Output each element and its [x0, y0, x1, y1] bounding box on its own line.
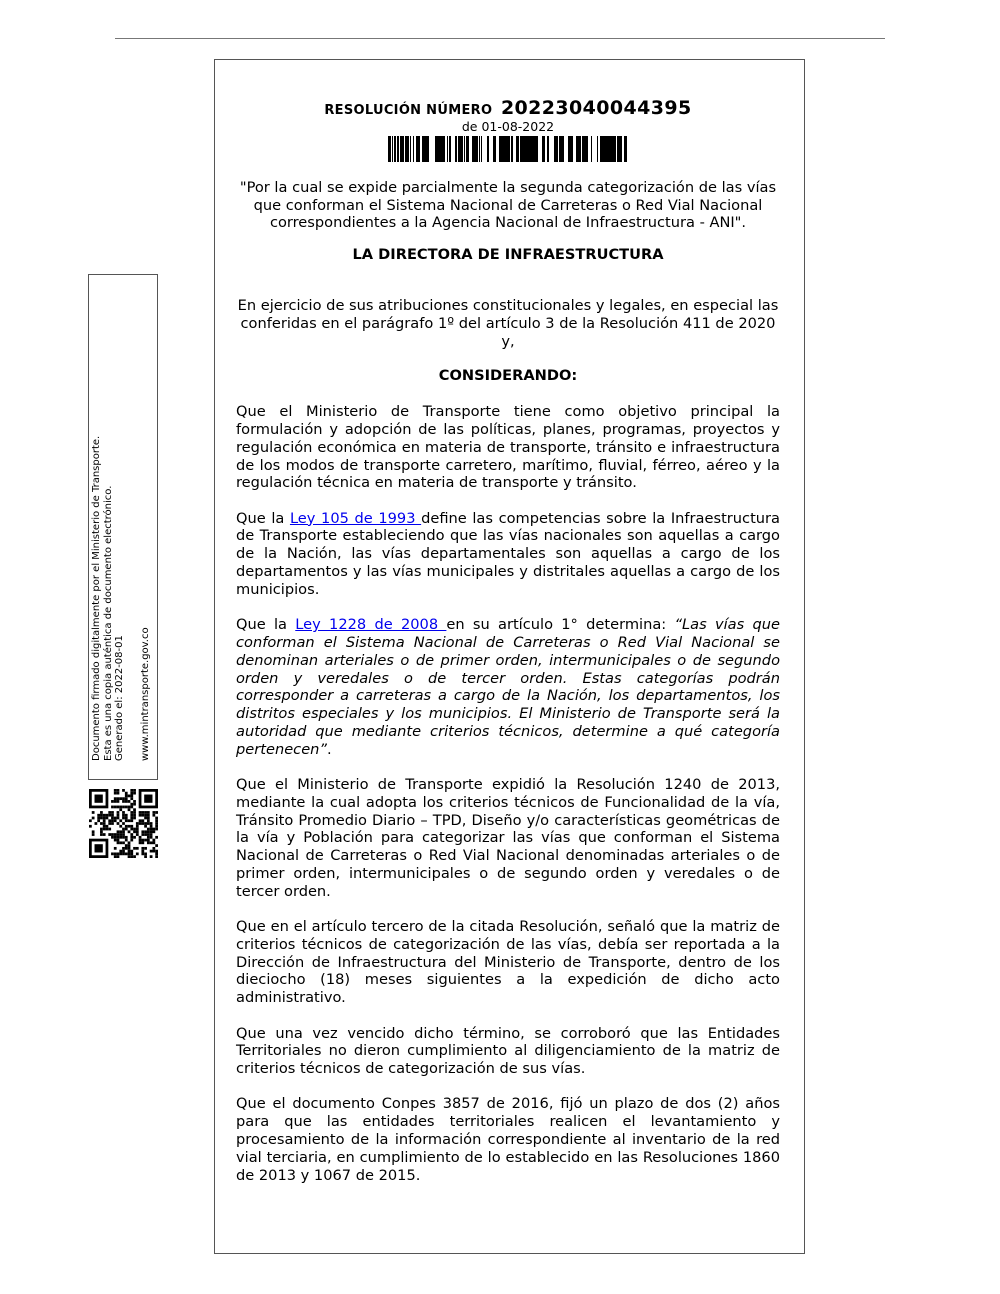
paragraph-7: Que el documento Conpes 3857 de 2016, fijó un plazo de dos (2) años para que las entidades territoriales realicen el levantamiento y procesamiento de la información correspondiente al inventario de la red vial terciaria, en cumplimiento de lo establecido en las Resoluciones 1860 de 2013 y 1067 de 2015.: [236, 1095, 780, 1184]
document-body: [236, 97, 780, 1184]
resolution-header: [236, 97, 780, 120]
qr-code-icon: [89, 789, 158, 862]
signature-line-2: Esta es una copia auténtica de documento electrónico.: [102, 485, 114, 761]
resolution-label: RESOLUCIÓN NÚMERO: [324, 103, 493, 118]
paragraph-1: Que el Ministerio de Transporte tiene como objetivo principal la formulación y adopción de las políticas, planes, programas, proyectos y regulación económica en materia de transporte, tránsito e infraestructura de los modos de transporte carretero, marítimo, fluvial, férreo, aéreo y la regulación técnica en materia de transporte y tránsito.: [236, 403, 780, 492]
digital-signature-note: [88, 274, 158, 780]
paragraph-6: Que una vez vencido dicho término, se corroboró que las Entidades Territoriales no dieron cumplimiento al diligenciamiento de la matriz de criterios técnicos de categorización de sus vías.: [236, 1024, 780, 1078]
resolution-title: "Por la cual se expide parcialmente la segunda categorización de las vías que conforman el Sistema Nacional de Carreteras o Red Vial Nacional correspondientes a la Agencia Nacional de Infraestructura - ANI".: [239, 178, 777, 232]
paragraph-3-prefix: Que la: [236, 616, 296, 634]
paragraph-5: Que en el artículo tercero de la citada Resolución, señaló que la matriz de criterios técnicos de categorización de las vías, debía ser reportada a la Dirección de Infraestructura del Ministerio de Transporte, dentro de los dieciocho (18) meses siguientes a la expedición de dicho acto administrativo.: [236, 918, 780, 1007]
paragraph-2: [236, 510, 780, 599]
signature-url: www.mintransporte.gov.co: [139, 627, 151, 761]
signature-line-1: Documento firmado digitalmente por el Ministerio de Transporte.: [91, 435, 102, 761]
paragraph-3-quote: “Las vías que conforman el Sistema Nacional de Carreteras o Red Vial Nacional se denominan arteriales o de primer orden, intermunicipales o de segundo orden y veredales o de tercer orden. Estas categorías podrán corresponder a carreteras a cargo de la Nación, los departamentos, los distritos especiales y los municipios. El Ministerio de Transporte será la autoridad que mediante criterios técnicos, determine a qué categoría pertenecen”: [236, 616, 780, 758]
paragraph-2-text: define las competencias sobre la Infraestructura de Transporte estableciendo que las vías nacionales son aquellas a cargo de la Nación, las vías departamentales son aquellas a cargo de los departamentos y las vías municipales y distritales aquellas a cargo de los municipios.: [236, 509, 780, 598]
paragraph-3-text: en su artículo 1° determina:: [446, 616, 675, 634]
considerando-heading: CONSIDERANDO:: [438, 367, 578, 385]
barcode: [236, 136, 780, 162]
resolution-number: 20223040044395: [500, 97, 692, 119]
paragraph-2-prefix: Que la: [236, 509, 290, 527]
signature-line-3: Generado el: 2022-08-01: [114, 635, 125, 761]
ley-105-link[interactable]: Ley 105 de 1993: [289, 509, 422, 527]
resolution-date: de 01-08-2022: [461, 118, 555, 134]
powers-paragraph: En ejercicio de sus atribuciones constitucionales y legales, en especial las conferidas en el parágrafo 1º del artículo 3 de la Resolución 411 de 2020 y,: [237, 296, 779, 350]
paragraph-3: [236, 616, 780, 758]
paragraph-3-end: .: [326, 740, 332, 758]
ley-1228-link[interactable]: Ley 1228 de 2008: [295, 616, 447, 634]
authority-heading: LA DIRECTORA DE INFRAESTRUCTURA: [352, 246, 664, 264]
paragraph-4: Que el Ministerio de Transporte expidió la Resolución 1240 de 2013, mediante la cual adopta los criterios técnicos de Funcionalidad de la vía, Tránsito Promedio Diario – TPD, Diseño y/o características geométricas de la vía y Población para categorizar las vías que conforman el Sistema Nacional de Carreteras o Red Vial Nacional denominadas arteriales o de primer orden, intermunicipales o de segundo orden y veredales o de tercer orden.: [236, 776, 780, 900]
top-divider: [115, 38, 885, 39]
signature-note-text: [91, 279, 161, 769]
